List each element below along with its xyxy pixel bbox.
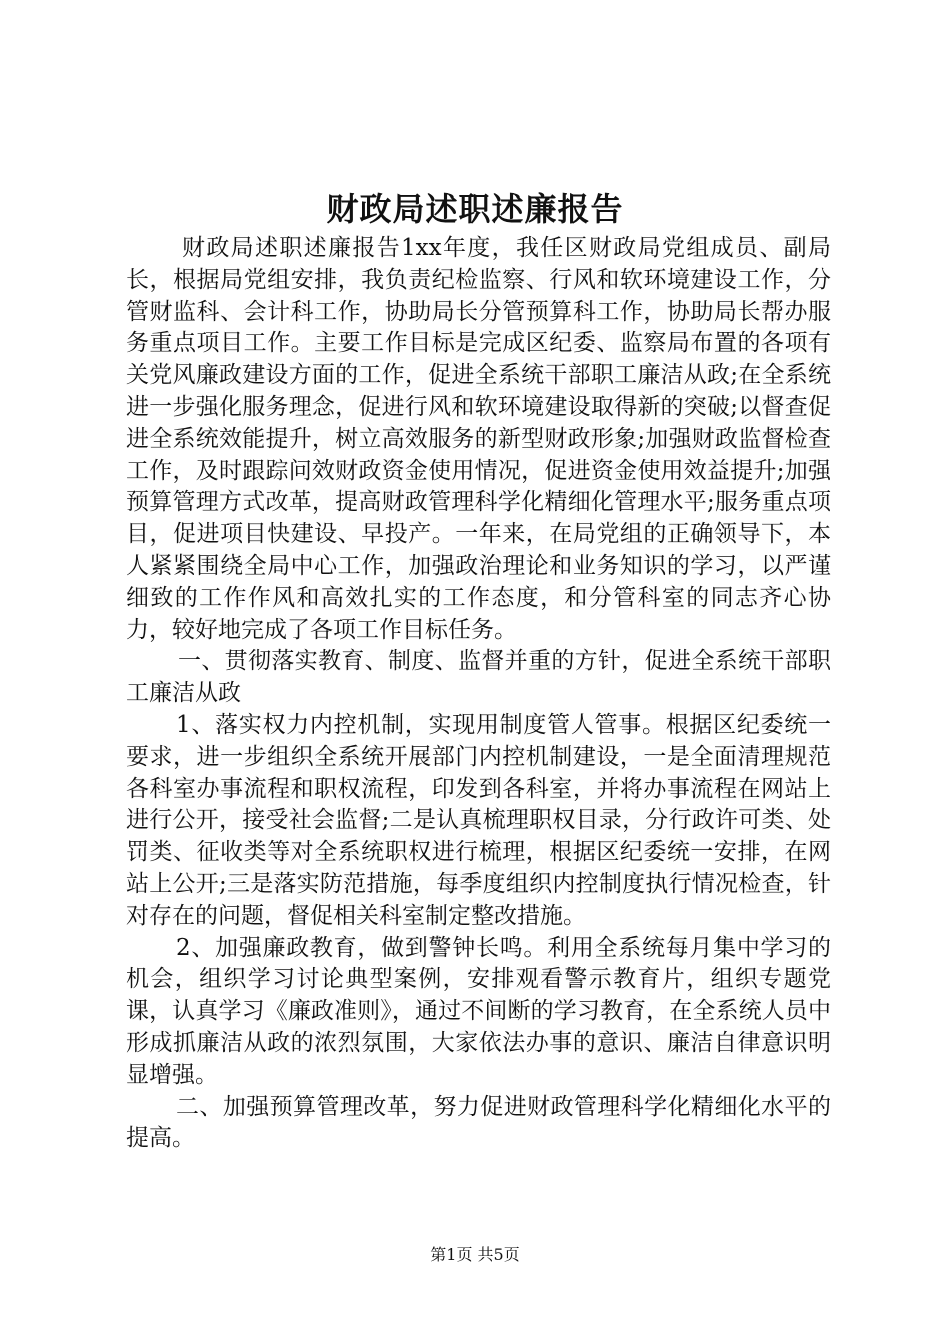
paragraph-intro: 财政局述职述廉报告1xx年度，我任区财政局党组成员、副局长，根据局党组安排，我负责纪检监察、行风和软环境建设工作，分管财监科、会计科工作，协助局长分管预算科工作，协助局长帮办服务重点项目工作。主要工作目标是完成区纪委、监察局布置的各项有关党风廉政建设方面的工作，促进全系统干部职工廉洁从政;在全系统进一步强化服务理念，促进行风和软环境建设取得新的突破;以督查促进全系统效能提升，树立高效服务的新型财政形象;加强财政监督检查工作，及时跟踪问效财政资金使用情况，促进资金使用效益提升;加强预算管理方式改革，提高财政管理科学化精细化管理水平;服务重点项目，促进项目快建设、早投产。一年来，在局党组的正确领导下，本人紧紧围绕全局中心工作，加强政治理论和业务知识的学习，以严谨细致的工作作风和高效扎实的工作态度，和分管科室的同志齐心协力，较好地完成了各项工作目标任务。 — [126, 235, 831, 643]
paragraph-item-1: 1、落实权力内控机制，实现用制度管人管事。根据区纪委统一要求，进一步组织全系统开展部门内控机制建设，一是全面清理规范各科室办事流程和职权流程，印发到各科室，并将办事流程在网站上进行公开，接受社会监督;二是认真梳理职权目录，分行政许可类、处罚类、征收类等对全系统职权进行梳理，根据区纪委统一安排，在网站上公开;三是落实防范措施，每季度组织内控制度执行情况检查，针对存在的问题，督促相关科室制定整改措施。 — [126, 711, 831, 929]
section-heading-2: 二、加强预算管理改革，努力促进财政管理科学化精细化水平的提高。 — [126, 1093, 831, 1152]
paragraph-item-2: 2、加强廉政教育，做到警钟长鸣。利用全系统每月集中学习的机会，组织学习讨论典型案例，安排观看警示教育片，组织专题党课，认真学习《廉政准则》，通过不间断的学习教育，在全系统人员中形成抓廉洁从政的浓烈氛围，大家依法办事的意识、廉洁自律意识明显增强。 — [126, 934, 831, 1088]
document-title: 财政局述职述廉报告 — [326, 190, 624, 228]
document-body — [126, 233, 831, 1155]
section-heading-1: 一、贯彻落实教育、制度、监督并重的方针，促进全系统干部职工廉洁从政 — [126, 648, 831, 707]
page-number-footer: 第1页 共5页 — [430, 1245, 520, 1264]
